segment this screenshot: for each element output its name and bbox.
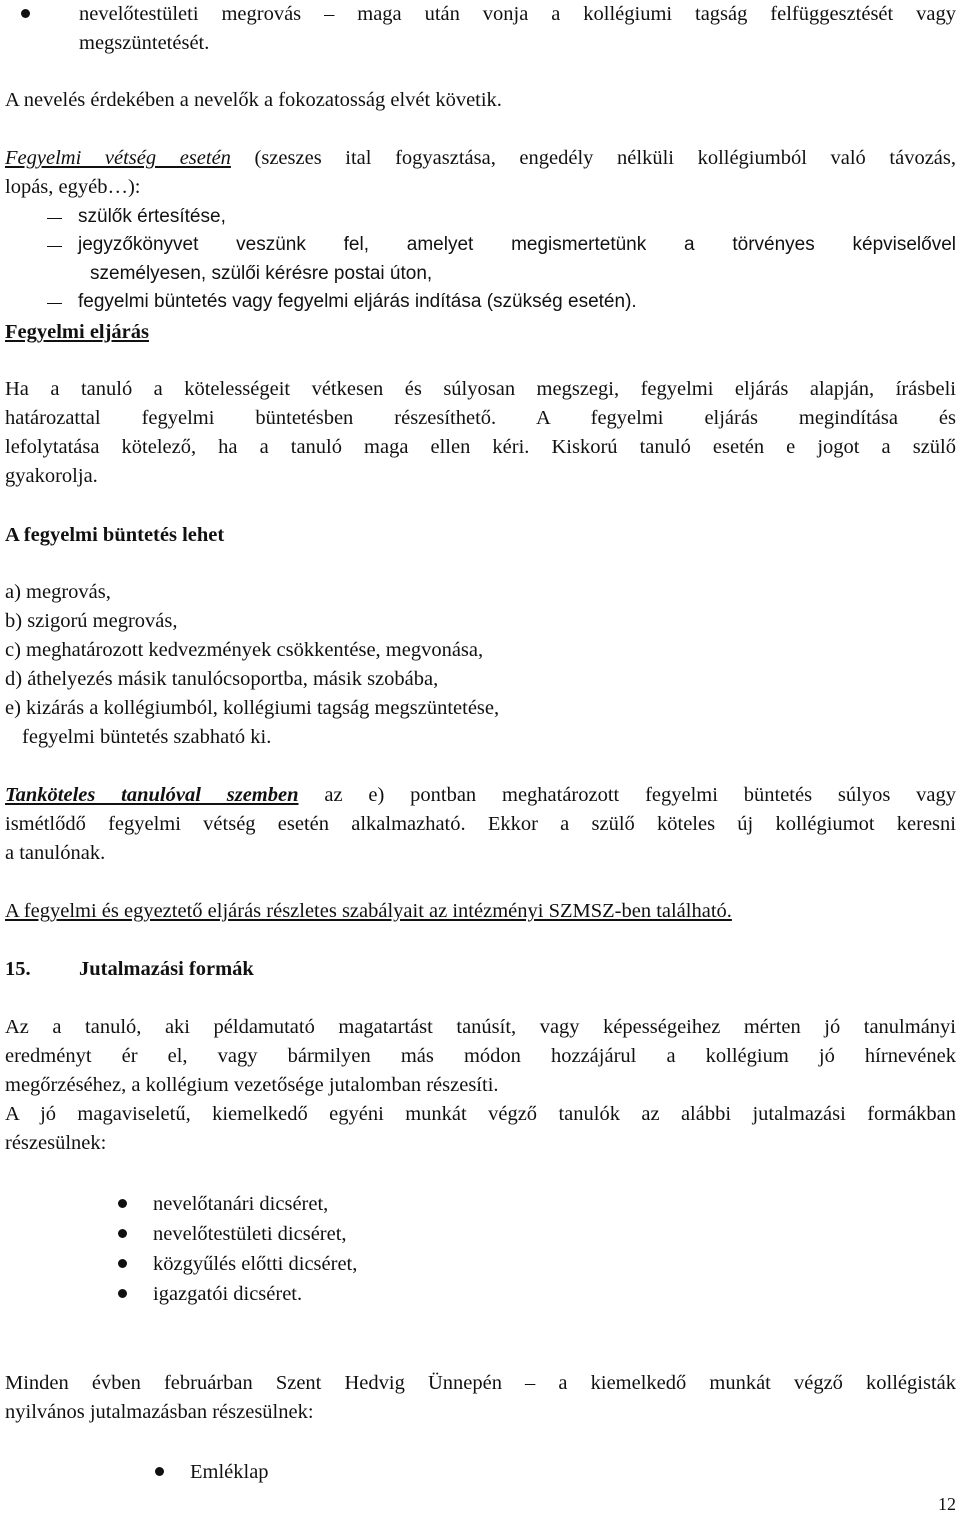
paragraph-line: ismétlődő fegyelmi vétség esetén alkalmazható. Ekkor a szülő köteles új kollégiumot keresni — [5, 813, 956, 835]
paragraph-line: részesülnek: — [5, 1132, 107, 1154]
bullet-dot-icon — [118, 1199, 127, 1208]
vetseg-rest: (szeszes ital fogyasztása, engedély nélküli kollégiumból való távozás, — [230, 147, 956, 169]
paragraph-line: Az a tanuló, aki példamutató magatartást tanúsít, vagy képességeihez mérten jó tanulmányi — [5, 1016, 956, 1038]
tankoteles-rest: az e) pontban meghatározott fegyelmi büntetés súlyos vagy — [298, 784, 956, 806]
vetseg-intro — [5, 146, 956, 170]
paragraph-line: Minden évben februárban Szent Hedvig Ünnepén – a kiemelkedő munkát végző kollégisták — [5, 1372, 956, 1394]
bullet-text: nevelőtestületi megrovás – maga után vonja a kollégiumi tagság felfüggesztését vagy — [79, 3, 956, 25]
reward-item: nevelőtestületi dicséret, — [153, 1223, 347, 1245]
list-item: b) szigorú megrovás, — [5, 610, 178, 632]
list-item: c) meghatározott kedvezmények csökkentése, megvonása, — [5, 639, 484, 661]
list-item: a) megrovás, — [5, 581, 111, 603]
paragraph-line: megőrzéséhez, a kollégium vezetősége jutalomban részesíti. — [5, 1074, 499, 1096]
reward-item: Emléklap — [190, 1461, 269, 1483]
bullet-dot-icon — [21, 9, 30, 18]
dash-icon — [47, 303, 62, 304]
paragraph-line: nyilvános jutalmazásban részesülnek: — [5, 1401, 314, 1423]
paragraph-line — [5, 783, 956, 807]
paragraph-line: lefolytatása kötelező, ha a tanuló maga ellen kéri. Kiskorú tanuló esetén e jogot a szülő — [5, 436, 956, 458]
paragraph-line: A jó magaviseletű, kiemelkedő egyéni munkát végző tanulók az alábbi jutalmazási formákban — [5, 1103, 956, 1125]
bullet-dot-icon — [118, 1259, 127, 1268]
paragraph-line: gyakorolja. — [5, 465, 98, 487]
szmsz-note: A fegyelmi és egyeztető eljárás részletes szabályait az intézményi SZMSZ-ben található. — [5, 900, 732, 922]
vetseg-item: jegyzőkönyvet veszünk fel, amelyet megismertetünk a törvényes képviselővel — [78, 234, 956, 255]
page-number: 12 — [938, 1494, 956, 1514]
vetseg-item-cont: személyesen, szülői kérésre postai úton, — [90, 263, 433, 284]
reward-item: közgyűlés előtti dicséret, — [153, 1253, 358, 1275]
list-item: e) kizárás a kollégiumból, kollégiumi tagság megszüntetése, — [5, 697, 500, 719]
section-heading: A fegyelmi büntetés lehet — [5, 524, 225, 546]
vetseg-item: fegyelmi büntetés vagy fegyelmi eljárás indítása (szükség esetén). — [78, 291, 637, 312]
list-item: d) áthelyezés másik tanulócsoportba, másik szobába, — [5, 668, 439, 690]
paragraph-line: Ha a tanuló a kötelességeit vétkesen és súlyosan megszegi, fegyelmi eljárás alapján, írásbeli — [5, 378, 956, 400]
paragraph-line: eredményt ér el, vagy bármilyen más módon hozzájárul a kollégium jó hírnevének — [5, 1045, 956, 1067]
dash-icon — [47, 246, 62, 247]
paragraph-line: a tanulónak. — [5, 842, 106, 864]
paragraph-line: határozattal fegyelmi büntetésben részesíthető. A fegyelmi eljárás megindítása és — [5, 407, 956, 429]
bullet-text-cont: megszüntetését. — [79, 32, 210, 54]
reward-item: nevelőtanári dicséret, — [153, 1193, 329, 1215]
dash-icon — [47, 218, 62, 219]
bullet-dot-icon — [155, 1467, 164, 1476]
paragraph-fokozatossag: A nevelés érdekében a nevelők a fokozatosság elvét követik. — [5, 89, 502, 111]
tankoteles-lead: Tanköteles tanulóval szemben — [5, 784, 299, 806]
vetseg-lead: Fegyelmi vétség esetén — [5, 147, 231, 169]
bullet-dot-icon — [118, 1229, 127, 1238]
section-heading: Fegyelmi eljárás — [5, 321, 150, 343]
reward-item: igazgatói dicséret. — [153, 1283, 303, 1305]
vetseg-intro-cont: lopás, egyéb…): — [5, 176, 141, 198]
section-number: 15. — [5, 958, 31, 980]
section-title: Jutalmazási formák — [79, 958, 254, 980]
bullet-dot-icon — [118, 1289, 127, 1298]
vetseg-item: szülők értesítése, — [78, 206, 226, 227]
list-item-cont: fegyelmi büntetés szabható ki. — [22, 726, 272, 748]
